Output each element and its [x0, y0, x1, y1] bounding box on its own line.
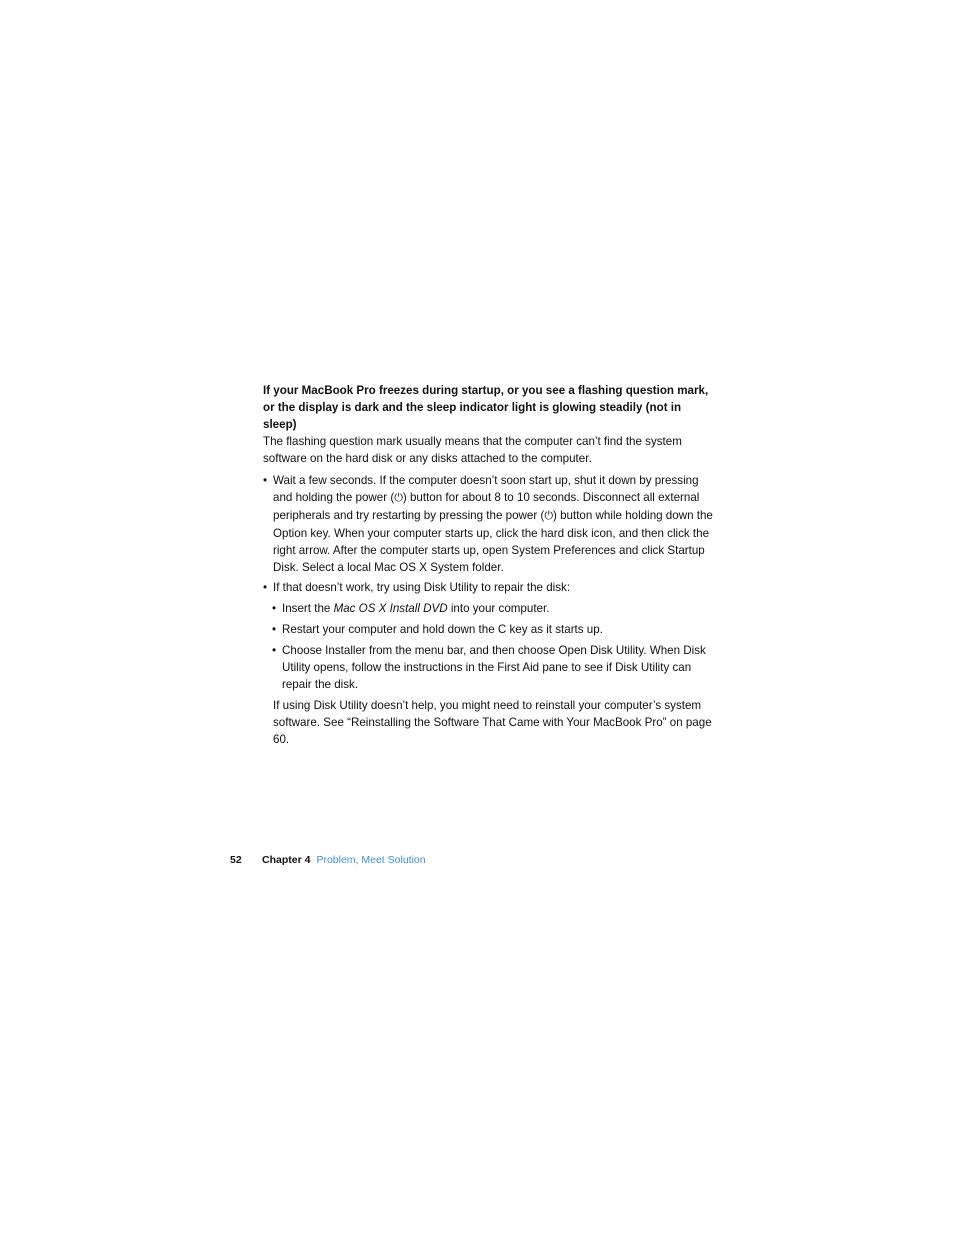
sub-bullet-restart-text: Restart your computer and hold down the C key as it starts up.	[282, 623, 603, 636]
bullet-restart-text-2: ) button for about 8 to 10 seconds. Disconnect all external peripherals and try restarting by pressing the power (	[273, 491, 700, 522]
bullet-disk-utility	[263, 579, 713, 596]
chapter-label: Chapter 4	[262, 854, 311, 866]
section-heading	[263, 382, 713, 433]
heading-line-2: or the display is dark and the sleep indicator light is glowing steadily (not in sleep)	[263, 401, 682, 431]
power-icon: ⏻	[394, 492, 403, 504]
sub-bullet-insert-post: into your computer.	[447, 602, 550, 615]
bullet-restart-text-1: Wait a few seconds. If the computer doesn’t soon start up, shut it down by pressing and holding the power (	[273, 474, 699, 504]
dvd-name: Mac OS X Install DVD	[333, 602, 448, 615]
intro-paragraph: The flashing question mark usually means that the computer can’t find the system software on the hard disk or any disks attached to the computer.	[263, 435, 682, 465]
main-content	[263, 382, 713, 748]
heading-line-1: If your MacBook Pro freezes during startup, or you see a flashing question mark,	[263, 384, 709, 397]
sub-bullet-open-text: Choose Installer from the menu bar, and then choose Open Disk Utility. When Disk Utility opens, follow the instructions in the First Aid pane to see if Disk Utility can repair the disk.	[282, 644, 706, 691]
sub-bullet-open-disk-utility	[272, 642, 713, 693]
bullet-disk-utility-text: If that doesn’t work, try using Disk Utility to repair the disk:	[273, 581, 571, 594]
page-footer	[230, 853, 426, 867]
page-number: 52	[230, 854, 242, 866]
sub-bullet-insert-dvd	[272, 600, 713, 617]
reinstall-note: If using Disk Utility doesn’t help, you might need to reinstall your computer’s system software. See “Reinstalling the Software That Came with Your MacBook Pro” on page 60.	[273, 699, 712, 746]
sub-bullet-insert-pre: Insert the	[282, 602, 334, 615]
bullet-restart-text-3: ) button while holding down the Option key. When your computer starts up, click the hard disk icon, and then click the right arrow. After the computer starts up, open System Preferences and click Startup Disk. Select a local Mac OS X System folder.	[273, 509, 713, 574]
sub-bullet-restart-c-key	[272, 621, 713, 638]
chapter-title-link[interactable]: Problem, Meet Solution	[316, 854, 426, 866]
power-icon: ⏻	[544, 510, 554, 522]
bullet-restart	[263, 472, 713, 576]
